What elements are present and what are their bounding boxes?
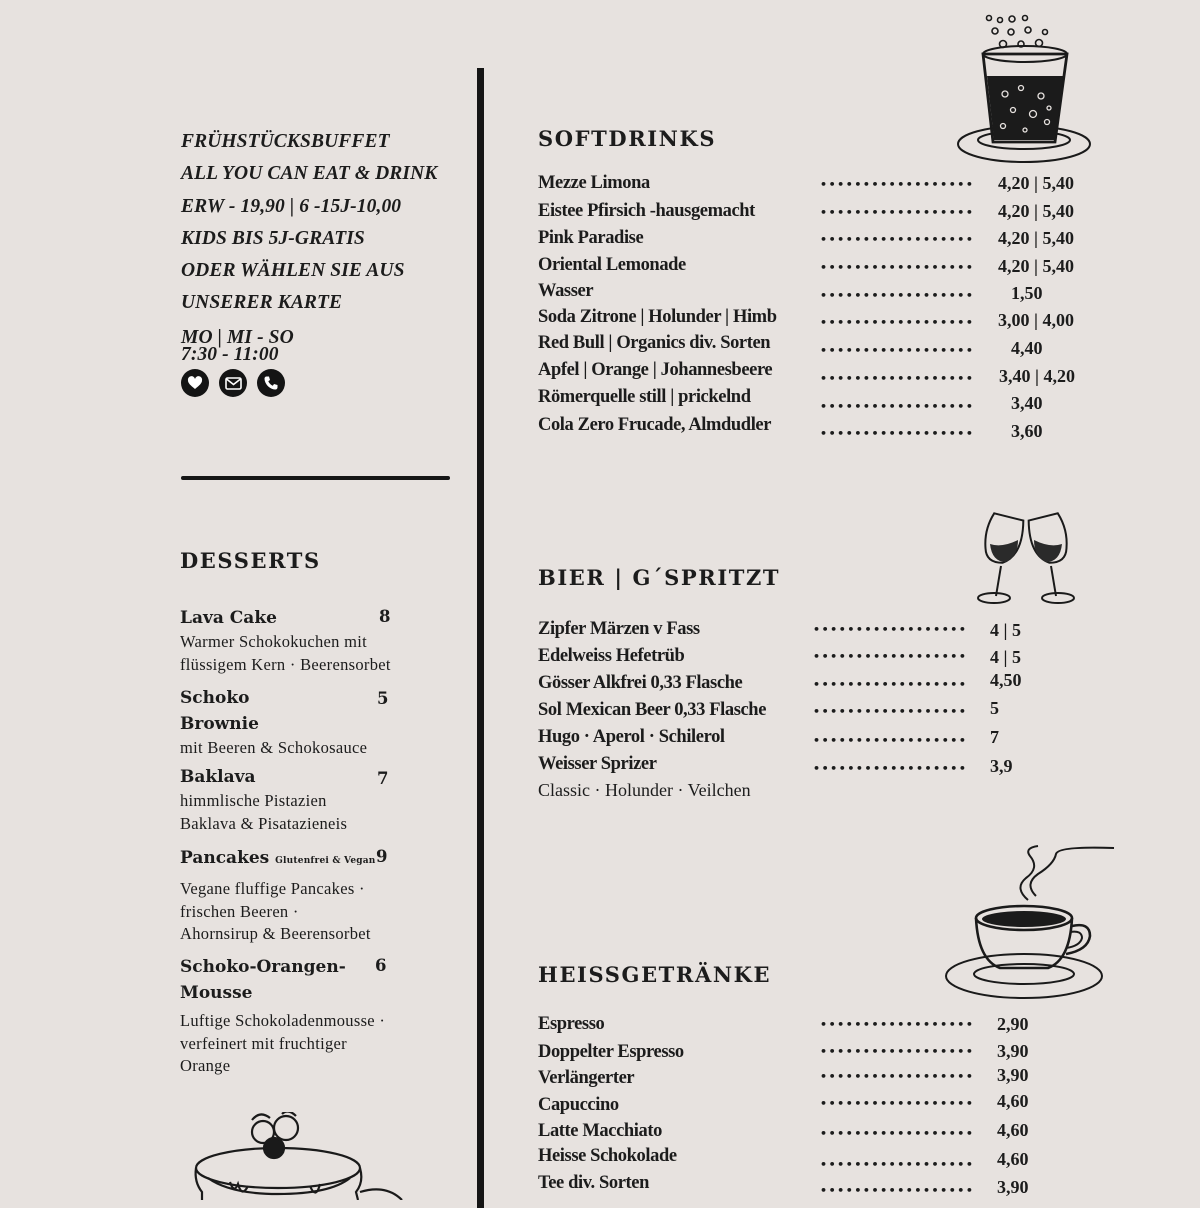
breakfast-info [181, 126, 471, 363]
menu-item-price: 3,90 [997, 1041, 1029, 1061]
menu-item-price: 4,60 [997, 1091, 1029, 1111]
breakfast-line: UNSERER KARTE [181, 292, 343, 314]
dot-leader: •••••••••••••••••• [820, 1070, 975, 1083]
menu-item-price: 4,60 [997, 1149, 1029, 1169]
dessert-description: Baklava & Pisatazieneis [180, 813, 348, 833]
menu-item-price: 4,20 | 5,40 [998, 228, 1074, 248]
menu-item-subtitle: Classic · Holunder · Veilchen [538, 780, 751, 800]
dessert-description: flüssigem Kern · Beerensorbet [180, 654, 391, 674]
menu-item-price: 1,50 [1011, 283, 1043, 303]
menu-item-name: Latte Macchiato [538, 1121, 662, 1141]
dot-leader: •••••••••••••••••• [820, 178, 975, 191]
menu-item-name: Wasser [538, 281, 594, 301]
heiss-title: HEISSGETRÄNKE [538, 962, 772, 987]
menu-item-name: Verlängerter [538, 1068, 635, 1088]
dessert-price: 9 [376, 847, 388, 866]
dessert-description: frischen Beeren · [180, 901, 299, 921]
breakfast-line: ODER WÄHLEN SIE AUS [181, 260, 405, 282]
dessert-name: Schoko [180, 688, 250, 708]
opening-hours: 7:30 - 11:00 [181, 343, 279, 365]
dessert-price: 6 [375, 956, 387, 975]
menu-item-name: Zipfer Märzen v Fass [538, 619, 700, 639]
menu-item-price: 2,90 [997, 1014, 1029, 1034]
dot-leader: •••••••••••••••••• [820, 427, 975, 440]
dessert-item [180, 954, 410, 1078]
menu-item-name: Red Bull | Organics div. Sorten [538, 333, 771, 353]
dot-leader: •••••••••••••••••• [820, 316, 975, 329]
dessert-item [180, 845, 410, 946]
dot-leader: •••••••••••••••••• [820, 261, 975, 274]
menu-item-name: Heisse Schokolade [538, 1146, 677, 1166]
dot-leader: •••••••••••••••••• [813, 705, 968, 718]
soda-glass-illustration [955, 14, 1095, 166]
dessert-price: 7 [377, 769, 389, 788]
opening-days: MO | MI - SO [181, 326, 294, 348]
dessert-name: Lava Cake [180, 608, 277, 628]
menu-item-price: 4,50 [990, 670, 1022, 690]
menu-item-name: Mezze Limona [538, 173, 650, 193]
dot-leader: •••••••••••••••••• [813, 650, 968, 663]
dessert-description: himmlische Pistazien [180, 791, 327, 810]
menu-item-name: Espresso [538, 1014, 605, 1034]
menu-item-price: 4,60 [997, 1120, 1029, 1140]
dessert-item [180, 764, 410, 835]
menu-item-price: 3,40 [1011, 393, 1043, 413]
pancake-stack-illustration [190, 1112, 405, 1200]
breakfast-line: ALL YOU CAN EAT & DRINK [181, 163, 438, 185]
menu-item-name: Cola Zero Frucade, Almdudler [538, 415, 772, 435]
dessert-description: Orange [180, 1056, 231, 1075]
menu-item-price: 3,90 [997, 1177, 1029, 1197]
dot-leader: •••••••••••••••••• [820, 372, 975, 385]
menu-item-price: 4,40 [1011, 338, 1043, 358]
dessert-description: Vegane fluffige Pancakes · [180, 879, 365, 898]
menu-item-price: 4,20 | 5,40 [998, 201, 1074, 221]
dessert-item [180, 605, 410, 676]
dot-leader: •••••••••••••••••• [813, 678, 968, 691]
menu-item-price: 3,90 [997, 1065, 1029, 1085]
menu-item-price: 4 | 5 [990, 620, 1021, 640]
menu-item-name: Gösser Alkfrei 0,33 Flasche [538, 673, 743, 693]
dessert-description: mit Beeren & Schokosauce [180, 738, 368, 757]
menu-item-price: 3,00 | 4,00 [998, 310, 1074, 330]
dessert-description: Ahornsirup & Beerensorbet [180, 924, 371, 943]
menu-item-price: 3,60 [1011, 421, 1043, 441]
dessert-name-line2: Mousse [180, 983, 253, 1003]
dessert-note: Glutenfrei & Vegan [275, 856, 376, 866]
breakfast-line: ERW - 19,90 | 6 -15J-10,00 [181, 195, 402, 217]
phone-icon[interactable] [257, 369, 285, 397]
menu-item-name: Sol Mexican Beer 0,33 Flasche [538, 700, 767, 720]
divider [181, 476, 450, 480]
menu-item-name: Oriental Lemonade [538, 255, 686, 275]
menu-item-name: Tee div. Sorten [538, 1173, 650, 1193]
dessert-description: verfeinert mit fruchtiger [180, 1033, 347, 1053]
dot-leader: •••••••••••••••••• [820, 1097, 975, 1110]
dot-leader: •••••••••••••••••• [813, 734, 968, 747]
dessert-price: 5 [377, 689, 389, 708]
coffee-cup-illustration [944, 842, 1116, 1002]
dot-leader: •••••••••••••••••• [813, 762, 968, 775]
mail-icon[interactable] [219, 369, 247, 397]
menu-item-price: 3,9 [990, 756, 1013, 776]
dot-leader: •••••••••••••••••• [820, 400, 975, 413]
menu-item-name: Hugo · Aperol · Schilerol [538, 727, 725, 747]
breakfast-line: FRÜHSTÜCKSBUFFET [181, 131, 390, 152]
dot-leader: •••••••••••••••••• [820, 289, 975, 302]
dot-leader: •••••••••••••••••• [820, 1018, 975, 1031]
menu-item-price: 3,40 | 4,20 [999, 366, 1075, 386]
dessert-description: Luftige Schokoladenmousse · [180, 1011, 386, 1030]
dot-leader: •••••••••••••••••• [820, 233, 975, 246]
dessert-name: Pancakes [180, 848, 270, 868]
menu-item-price: 4,20 | 5,40 [998, 173, 1074, 193]
dot-leader: •••••••••••••••••• [820, 1045, 975, 1058]
menu-item-name: Edelweiss Hefetrüb [538, 646, 685, 666]
menu-item-name: Doppelter Espresso [538, 1042, 684, 1062]
softdrinks-title: SOFTDRINKS [538, 126, 717, 151]
dessert-name-line2: Brownie [180, 714, 259, 734]
dessert-name: Schoko-Orangen- [180, 957, 346, 977]
desserts-title: DESSERTS [180, 548, 321, 573]
dot-leader: •••••••••••••••••• [820, 1184, 975, 1197]
dessert-description: Warmer Schokokuchen mit [180, 632, 368, 651]
menu-item-name: Capuccino [538, 1095, 619, 1115]
menu-item-name: Eistee Pfirsich -hausgemacht [538, 201, 755, 221]
dessert-price: 8 [379, 607, 391, 626]
menu-item-name: Römerquelle still | prickelnd [538, 387, 751, 407]
dot-leader: •••••••••••••••••• [813, 623, 968, 636]
dot-leader: •••••••••••••••••• [820, 206, 975, 219]
dot-leader: •••••••••••••••••• [820, 1158, 975, 1171]
breakfast-line: KIDS BIS 5J-GRATIS [181, 227, 365, 249]
menu-item-price: 7 [990, 727, 999, 747]
menu-item-price: 4,20 | 5,40 [998, 256, 1074, 276]
menu-item-price: 4 | 5 [990, 647, 1021, 667]
column-divider [477, 68, 484, 1208]
dessert-name: Baklava [180, 767, 256, 787]
menu-item-name: Apfel | Orange | Johannesbeere [538, 360, 773, 380]
menu-item-name: Pink Paradise [538, 228, 644, 248]
menu-item-name: Weisser Sprizer [538, 754, 657, 774]
menu-item-name: Soda Zitrone | Holunder | Himb [538, 307, 777, 327]
bier-title: BIER | G´SPRITZT [538, 565, 781, 590]
wine-glasses-illustration [972, 510, 1080, 610]
menu-item-price: 5 [990, 698, 999, 718]
heart-icon[interactable] [181, 369, 209, 397]
dot-leader: •••••••••••••••••• [820, 344, 975, 357]
dessert-item [180, 685, 410, 760]
contact-icons [181, 369, 285, 397]
dot-leader: •••••••••••••••••• [820, 1127, 975, 1140]
